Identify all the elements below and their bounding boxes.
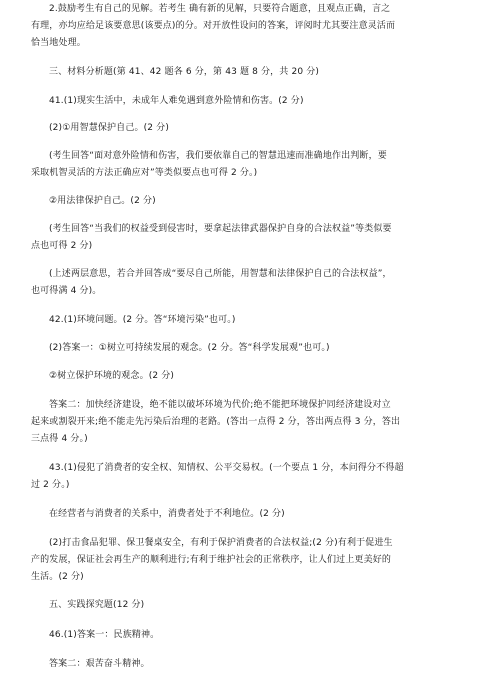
text-line: 采取机智灵活的方法正确应对”等类似要点也可得 2 分。) <box>31 168 258 178</box>
text-line: 答案二：艰苦奋斗精神。 <box>49 659 150 669</box>
text-line: 恰当地处理。 <box>31 38 86 48</box>
text-line: 三点得 4 分。) <box>31 434 88 444</box>
text-line: 在经营者与消费者的关系中，消费者处于不利地位。(2 分) <box>49 509 285 519</box>
text-line: (上述两层意思，若合并回答成“要尽自己所能，用智慧和法律保护自己的合法权益”， <box>49 269 392 279</box>
section-heading: 三、材料分析题(第 41、42 题各 6 分，第 43 题 8 分，共 20 分) <box>49 67 320 77</box>
text-line: (2)答案一：①树立可持续发展的观念。(2 分。答“科学发展观”也可。) <box>49 343 330 353</box>
text-line: 42.(1)环境问题。(2 分。答“环境污染”也可。) <box>49 315 236 325</box>
text-line: 46.(1)答案一：民族精神。 <box>49 630 160 640</box>
text-line: 起来或割裂开来;绝不能走先污染后治理的老路。(答出一点得 2 分，答出两点得 3 分，答出 <box>31 417 401 427</box>
text-line: (考生回答“当我们的权益受到侵害时，要拿起法律武器保护自身的合法权益”等类似要 <box>49 224 392 234</box>
text-line: 也可得满 4 分)。 <box>31 286 102 296</box>
text-line: 过 2 分。) <box>31 480 70 490</box>
text-line: (2)打击食品犯罪、保卫餐桌安全，有利于保护消费者的合法权益;(2 分)有利于促进生 <box>49 538 393 548</box>
text-line: 答案二：加快经济建设，绝不能以破坏环境为代价;绝不能把环境保护同经济建设对立 <box>49 400 391 410</box>
text-line: 有理，亦均应给足该要意思(该要点)的分。对开放性设问的答案，评阅时尤其要注意灵活而 <box>31 21 396 31</box>
text-line: (考生回答“面对意外险情和伤害，我们要依靠自己的智慧迅速而准确地作出判断，要 <box>49 151 387 161</box>
section-heading: 五、实践探究题(12 分) <box>49 600 145 610</box>
text-line: 生活。(2 分) <box>31 572 84 582</box>
text-line: (2)①用智慧保护自己。(2 分) <box>49 123 169 133</box>
text-line: 2.鼓励考生有自己的见解。若考生 确有新的见解，只要符合题意，且观点正确，言之 <box>49 4 391 14</box>
text-line: 产的发展，保证社会再生产的顺利进行;有利于维护社会的正常秩序，让人们过上更美好的 <box>31 555 392 565</box>
text-line: 41.(1)现实生活中，未成年人难免遇到意外险情和伤害。(2 分) <box>49 96 304 106</box>
text-line: ②用法律保护自己。(2 分) <box>49 196 156 206</box>
text-line: ②树立保护环境的观念。(2 分) <box>49 371 175 381</box>
text-line: 点也可得 2 分) <box>31 241 93 251</box>
text-line: 43.(1)侵犯了消费者的安全权、知情权、公平交易权。(一个要点 1 分，本问得分不得超 <box>49 463 404 473</box>
